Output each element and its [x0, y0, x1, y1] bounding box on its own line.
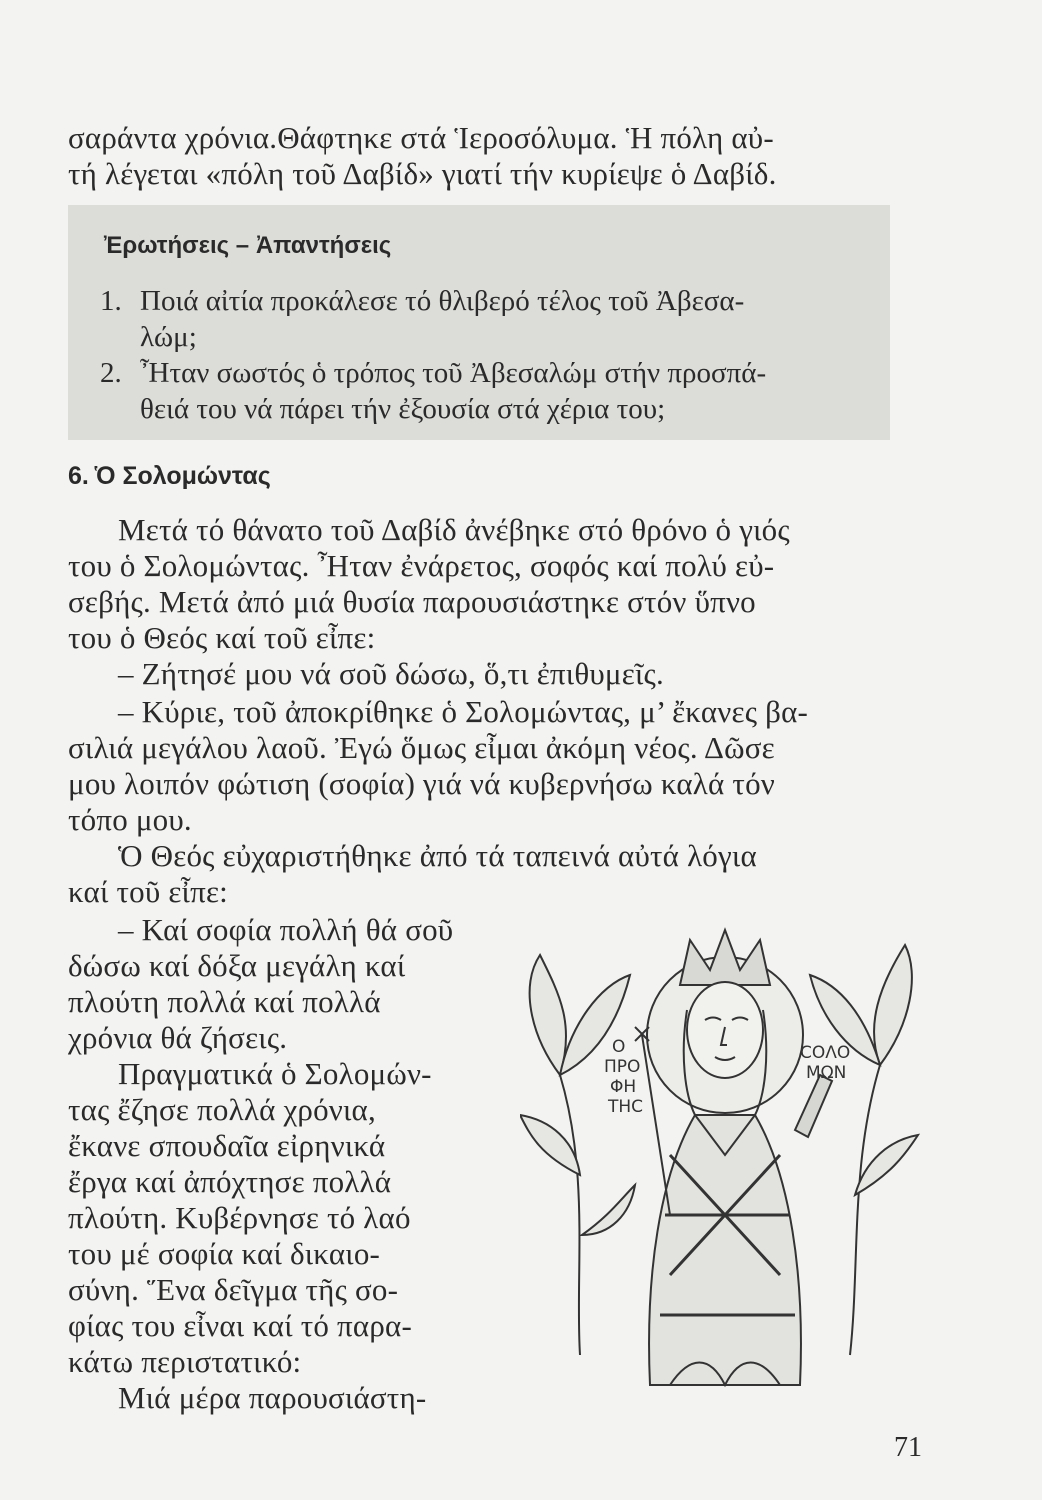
narrow-line: Πραγματικά ὁ Σολομών- [118, 1056, 432, 1091]
icon-label-left-3: ΦΗ [610, 1077, 637, 1097]
narrow-line: ἔκανε σπουδαῖα εἰρηνικά [68, 1128, 386, 1163]
icon-label-left-4: ΤΗϹ [608, 1097, 644, 1117]
icon-label-left-1: Ο [612, 1037, 626, 1057]
body-line: μου λοιπόν φώτιση (σοφία) γιά νά κυβερνήσω καλά τόν [68, 766, 776, 801]
body-line: καί τοῦ εἶπε: [68, 874, 228, 909]
narrow-line: δώσω καί δόξα μεγάλη καί [68, 948, 406, 983]
body-line: – Ζήτησέ μου νά σοῦ δώσω, ὅ,τι ἐπιθυμεῖς. [118, 656, 664, 691]
question-1-line-2: λώμ; [140, 321, 197, 353]
narrow-line: πλούτη πολλά καί πολλά [68, 984, 381, 1019]
question-2-line-1: Ἦταν σωστός ὁ τρόπος τοῦ Ἀβεσαλώμ στήν προσπά- [140, 357, 767, 389]
narrow-line: σύνη. Ἕνα δεῖγμα τῆς σο- [68, 1272, 399, 1307]
solomon-icon-svg [520, 915, 920, 1395]
body-line: Μετά τό θάνατο τοῦ Δαβίδ ἀνέβηκε στό θρόνο ὁ γιός [118, 512, 790, 547]
left-stem [560, 1075, 580, 1355]
narrow-line: – Καί σοφία πολλή θά σοῦ [118, 912, 454, 947]
body-line: – Κύριε, τοῦ ἀποκρίθηκε ὁ Σολομώντας, μ’ ἔκανες βα- [118, 694, 809, 729]
icon-label-right-1: ϹΟΛΟ [800, 1043, 851, 1063]
solomon-icon-illustration [520, 915, 920, 1395]
section-number: 6. [68, 462, 89, 490]
body-line: σιλιά μεγάλου λαοῦ. Ἐγώ ὅμως εἶμαι ἀκόμη νέος. Δῶσε [68, 730, 775, 765]
section-heading [68, 462, 277, 491]
icon-label-left-2: ΠΡΟ [604, 1057, 641, 1077]
narrow-line: χρόνια θά ζήσεις. [68, 1020, 288, 1055]
icon-label-right-2: ΜΩΝ [806, 1063, 847, 1083]
narrow-line: φίας του εἶναι καί τό παρα- [68, 1308, 412, 1343]
body-line: τόπο μου. [68, 802, 192, 837]
question-1-number: 1. [100, 285, 122, 317]
body-line: σεβής. Μετά ἀπό μιά θυσία παρουσιάστηκε στόν ὕπνο [68, 584, 756, 619]
narrow-line: ἔργα καί ἀπόχτησε πολλά [68, 1164, 392, 1199]
question-2-line-2: θειά του νά πάρει τήν ἐξουσία στά χέρια του; [140, 393, 666, 425]
narrow-line: τας ἔζησε πολλά χρόνια, [68, 1092, 376, 1127]
intro-line-1: σαράντα χρόνια.Θάφτηκε στά Ἱεροσόλυμα. Ἡ πόλη αὐ- [68, 120, 774, 155]
narrow-line: πλούτη. Κυβέρνησε τό λαό [68, 1200, 411, 1235]
narrow-line: του μέ σοφία καί δικαιο- [68, 1236, 381, 1271]
narrow-line: κάτω περιστατικό: [68, 1344, 302, 1379]
body-line: του ὁ Σολομώντας. Ἦταν ἐνάρετος, σοφός καί πολύ εὐ- [68, 548, 775, 583]
intro-line-2: τή λέγεται «πόλη τοῦ Δαβίδ» γιατί τήν κυρίεψε ὁ Δαβίδ. [68, 156, 777, 191]
body-line: Ὁ Θεός εὐχαριστήθηκε ἀπό τά ταπεινά αὐτά λόγια [118, 838, 757, 873]
question-2-number: 2. [100, 357, 122, 389]
narrow-line: Μιά μέρα παρουσιάστη- [118, 1380, 427, 1415]
body-line: του ὁ Θεός καί τοῦ εἶπε: [68, 620, 376, 655]
questions-title: Ἐρωτήσεις – Ἀπαντήσεις [104, 232, 392, 259]
section-title: Ὁ Σολομώντας [94, 462, 271, 490]
page-number: 71 [894, 1432, 922, 1463]
question-1-line-1: Ποιά αἰτία προκάλεσε τό θλιβερό τέλος τοῦ Ἀβεσα- [140, 285, 745, 317]
